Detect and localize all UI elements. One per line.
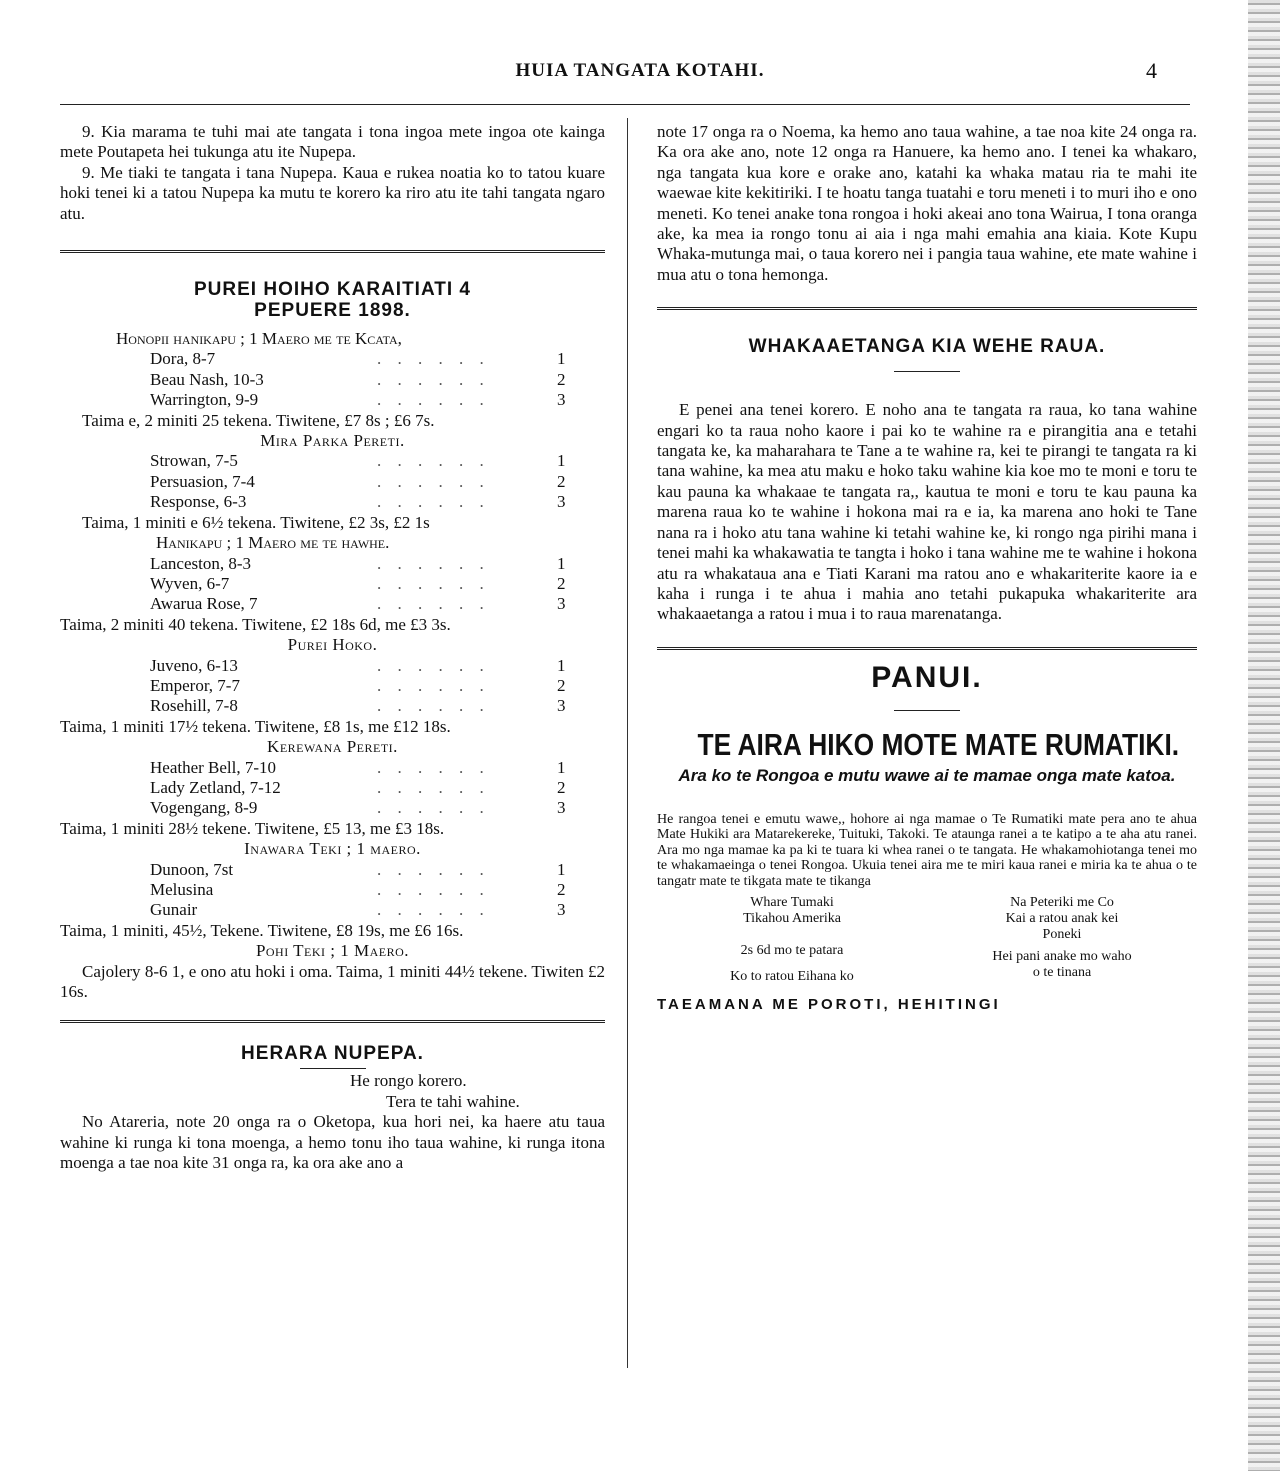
- advert-right-line: Na Peteriki me Co: [1010, 895, 1114, 911]
- race-block: [60, 635, 605, 737]
- advert-right: [927, 895, 1197, 985]
- advert-price: 2s 6d mo te patara: [740, 943, 844, 959]
- race-entry: [60, 696, 605, 716]
- leader-dots: . . . . . .: [377, 369, 490, 389]
- leader-dots: . . . . . .: [377, 573, 490, 593]
- horse-name: Melusina: [150, 880, 214, 899]
- horse-name: Beau Nash, 10-3: [150, 369, 264, 389]
- race-entry: [60, 390, 605, 410]
- placing: 3: [557, 696, 566, 716]
- aira-hiko-title: TE AIRA HIKO MOTE MATE RUMATIKI.: [697, 727, 1180, 763]
- horse-name: Awarua Rose, 7: [150, 594, 258, 614]
- placing: 3: [557, 900, 566, 920]
- advert-right-line: Kai a ratou anak kei: [1005, 911, 1119, 927]
- leader-dots: . . . . . .: [377, 798, 490, 818]
- aira-hiko-subtitle: Ara ko te Rongoa e mutu wawe ai te mamae onga mate katoa.: [678, 765, 1176, 785]
- header-rule: [60, 104, 1190, 105]
- advert-footer: TAEAMANA ME POROTI, HEHITINGI: [657, 996, 1001, 1014]
- race-heading: Mira Parka Pereti.: [260, 431, 405, 451]
- horse-name: Vogengang, 8-9: [150, 798, 258, 818]
- race-heading: Kerewana Pereti.: [267, 737, 398, 757]
- race-block: [60, 533, 605, 635]
- horse-name: Warrington, 9-9: [150, 390, 259, 410]
- race-entry: [60, 860, 605, 880]
- continued-paragraph: note 17 onga ra o Noema, ka hemo ano taua wahine, a tae noa kite 24 onga ra. Ka ora ake ano, note 12 onga ra Hanuere, ka hemo ano. I tenei ka whakaro, nga tangata kua kore e orake ano, katahi ka whaka matau ria te mahi ite waewae kite kekitiriki. I te hoatu tanga tuatahi e toru meneti i to muri iho e ono meneti. Ko tenei anake tona rongoa i hoki akeai ano tona Wairua, I tona oranga ake, ka mea ia rongo tonu ai aia i nga mahi emahia ana kiaia. Kote Kupu Whaka-mutunga mai, o taua korero nei i pangia taua wahine, ete mate wahine i mua atu o tona hemonga.: [657, 122, 1197, 284]
- race-heading: Purei Hoko.: [287, 635, 378, 655]
- race-result: Taima, 1 miniti, 45½, Tekene. Tiwitene, £8 19s, me £6 16s.: [60, 920, 464, 940]
- short-rule: [300, 1068, 366, 1069]
- horse-name: Persuasion, 7-4: [150, 471, 255, 491]
- placing: 1: [557, 757, 566, 777]
- placing: 3: [557, 798, 566, 818]
- placing: 1: [557, 859, 566, 879]
- pohi-paragraph: Cajolery 8-6 1, e ono atu hoki i oma. Taima, 1 miniti 44½ tekene. Tiwiten £2 16s.: [60, 961, 605, 1002]
- race-result: Taima, 1 miniti 17½ tekena. Tiwitene, £8 1s, me £12 18s.: [60, 716, 451, 736]
- race-entry: [60, 676, 605, 696]
- horse-name: Heather Bell, 7-10: [150, 757, 277, 777]
- race-entry: [60, 472, 605, 492]
- placing: 1: [557, 655, 566, 675]
- leader-dots: . . . . . .: [377, 757, 490, 777]
- horse-name: Lady Zetland, 7-12: [150, 777, 281, 797]
- advert-right-line: Poneki: [1042, 927, 1082, 943]
- race-entry: [60, 798, 605, 818]
- race-entry: [60, 492, 605, 512]
- panui-title: PANUI.: [871, 660, 983, 694]
- horse-name: Strowan, 7-5: [150, 451, 238, 471]
- leader-dots: . . . . . .: [377, 492, 490, 512]
- race-entry: [60, 594, 605, 614]
- scan-binding-edge: [1248, 0, 1280, 1471]
- advert-left: [657, 895, 927, 985]
- right-column: [657, 122, 1197, 1015]
- race-entry: [60, 451, 605, 471]
- whaka-title: WHAKAAETANGA KIA WEHE RAUA.: [748, 336, 1106, 358]
- advert-left-line: Ko to ratou Eihana ko: [730, 969, 854, 985]
- page-number: 4: [1146, 58, 1157, 83]
- race-result: Taima, 2 miniti 40 tekena. Tiwitene, £2 18s 6d, me £3 3s.: [60, 614, 451, 634]
- leader-dots: . . . . . .: [377, 777, 490, 797]
- leader-dots: . . . . . .: [377, 451, 490, 471]
- race-result: Taima e, 2 miniti 25 tekena. Tiwitene, £7 8s ; £6 7s.: [82, 410, 435, 430]
- horse-name: Dora, 8-7: [150, 349, 216, 369]
- horse-name: Wyven, 6-7: [150, 573, 230, 593]
- race-entry: [60, 880, 605, 900]
- race-result: Taima, 1 miniti 28½ tekene. Tiwitene, £5 13, me £3 18s.: [60, 818, 445, 838]
- leader-dots: . . . . . .: [377, 900, 490, 920]
- placing: 1: [557, 349, 566, 369]
- leader-dots: . . . . . .: [377, 880, 490, 899]
- left-column: [60, 122, 605, 1173]
- herara-title: HERARA NUPEPA.: [241, 1043, 424, 1065]
- leader-dots: . . . . . .: [377, 859, 490, 879]
- leader-dots: . . . . . .: [377, 349, 490, 369]
- whaka-paragraph: E penei ana tenei korero. E noho ana te tangata ra raua, ko tana wahine engari ko ta raua noho kaore i pai ko te wahine ra e pirangitia ana e tetahi tangata ke, ka maharahara te Tane a te wahine ra, kei te pirangi te tangata ra ki tana wahine, ka mea atu maku e hoko taku wahine kia koe mo te moni e toru te kau pauna ka whakaae te tangata ra,, kautua te moni e toru te kau pauna ka marena raua ko te wahine i hokona mai ra e ia, ka marena ano hoki te Tane nana ra i hoko atu tana wahine ki tetahi wahine ke, ki rongo nga pirihi mana i tenei mahi ka whakawatia te tangta i hoko i tana wahine me te wahine i hokona atu ra whakataua ana e Tiati Karani ma ratou ano e whakariterite kaore ia e kaha i runga i te ahua i mahia ano tetahi pukapuka whakariterite ara whakaaetanga a ratou i mua i to raua marenatanga.: [657, 400, 1197, 624]
- aira-hiko-body: He rangoa tenei e emutu wawe,, hohore ai nga mamae o Te Rumatiki mate pera ano te ahua Mate Hukiki ara Matarekereke, Tuituki, Takoki. Te ataunga ranei a te katipo a te aha atu ranei. Ara mo nga mamae ka pa ki te tuara ki whea ranei o te tangata. He whakamohiotanga tenei mo te whakamaeinga o tenei Rongoa. Ukuia tenei aira me te miri kaua ranei e miria ka te ahua o te tangatr mate te tikgata mate te tikanga: [657, 811, 1197, 889]
- herara-line-2: Tera te tahi wahine.: [386, 1091, 520, 1111]
- race-heading: Honopii hanikapu ; 1 Maero me te Kcata,: [116, 329, 402, 349]
- leader-dots: . . . . . .: [377, 390, 490, 410]
- advert-left-line: Whare Tumaki: [750, 895, 834, 911]
- race-entry: [60, 554, 605, 574]
- leader-dots: . . . . . .: [377, 675, 490, 695]
- leader-dots: . . . . . .: [377, 471, 490, 491]
- horse-name: Lanceston, 8-3: [150, 553, 252, 573]
- advert-details: [657, 895, 1197, 985]
- horse-name: Dunoon, 7st: [150, 859, 234, 879]
- race-entry: [60, 758, 605, 778]
- intro-paragraph-2: 9. Me tiaki te tangata i tana Nupepa. Kaua e rukea noatia ko to tatou kuare hoki tenei ki a tatou Nupepa ka mutu te korero ka riro atu ite tahi tangata ngaro atu.: [60, 162, 605, 223]
- placing: 2: [557, 573, 566, 593]
- placing: 3: [557, 594, 566, 614]
- advert-left-line: Tikahou Amerika: [743, 911, 841, 927]
- horse-name: Response, 6-3: [150, 492, 247, 512]
- placing: 3: [557, 492, 566, 512]
- race-entry: [60, 370, 605, 390]
- race-result: Taima, 1 miniti e 6½ tekena. Tiwitene, £2 3s, £2 1s: [82, 512, 430, 532]
- placing: 2: [557, 675, 566, 695]
- race-entry: [60, 656, 605, 676]
- intro-paragraph-1: 9. Kia marama te tuhi mai ate tangata i tona ingoa mete ingoa ote kainga mete Poutapeta hei tukunga atu ite Nupepa.: [60, 122, 605, 162]
- leader-dots: . . . . . .: [377, 655, 490, 675]
- placing: 2: [557, 880, 566, 899]
- race-heading: Inawara Teki ; 1 maero.: [244, 839, 421, 859]
- race-title-line-2: PEPUERE 1898.: [254, 300, 411, 322]
- race-block: [60, 431, 605, 533]
- leader-dots: . . . . . .: [377, 696, 490, 716]
- leader-dots: . . . . . .: [377, 594, 490, 614]
- column-divider: [627, 118, 628, 1368]
- advert-right-line: Hei pani anake mo waho: [992, 949, 1132, 965]
- advert-right-line: o te tinana: [1032, 965, 1092, 981]
- herara-line-1: He rongo korero.: [350, 1071, 467, 1091]
- race-heading: Hanikapu ; 1 Maero me te hawhe.: [156, 533, 390, 553]
- herara-paragraph: No Atareria, note 20 onga ra o Oketopa, kua hori nei, ka haere atu taua wahine ki runga ki tona moenga, a hemo tonu iho taua wahine, ki runga itona moenga a tae noa kite 31 onga ra, ka ora ake ano a: [60, 1112, 605, 1173]
- horse-name: Gunair: [150, 900, 198, 920]
- placing: 2: [557, 777, 566, 797]
- race-title-line-1: PUREI HOIHO KARAITIATI 4: [194, 279, 471, 301]
- leader-dots: . . . . . .: [377, 553, 490, 573]
- pohi-heading: Pohi Teki ; 1 Maero.: [255, 941, 410, 961]
- race-section-title: [60, 279, 605, 321]
- placing: 3: [557, 390, 566, 410]
- placing: 1: [557, 553, 566, 573]
- placing: 2: [557, 471, 566, 491]
- horse-name: Juveno, 6-13: [150, 655, 238, 675]
- horse-name: Emperor, 7-7: [150, 675, 240, 695]
- placing: 2: [557, 369, 566, 389]
- race-block: [60, 737, 605, 839]
- race-block: [60, 329, 605, 431]
- race-entry: [60, 778, 605, 798]
- race-entry: [60, 900, 605, 920]
- race-entry: [60, 574, 605, 594]
- race-block: [60, 839, 605, 941]
- placing: 1: [557, 451, 566, 471]
- horse-name: Rosehill, 7-8: [150, 696, 238, 716]
- race-entry: [60, 349, 605, 369]
- page-header-title: HUIA TANGATA KOTAHI.: [515, 60, 765, 81]
